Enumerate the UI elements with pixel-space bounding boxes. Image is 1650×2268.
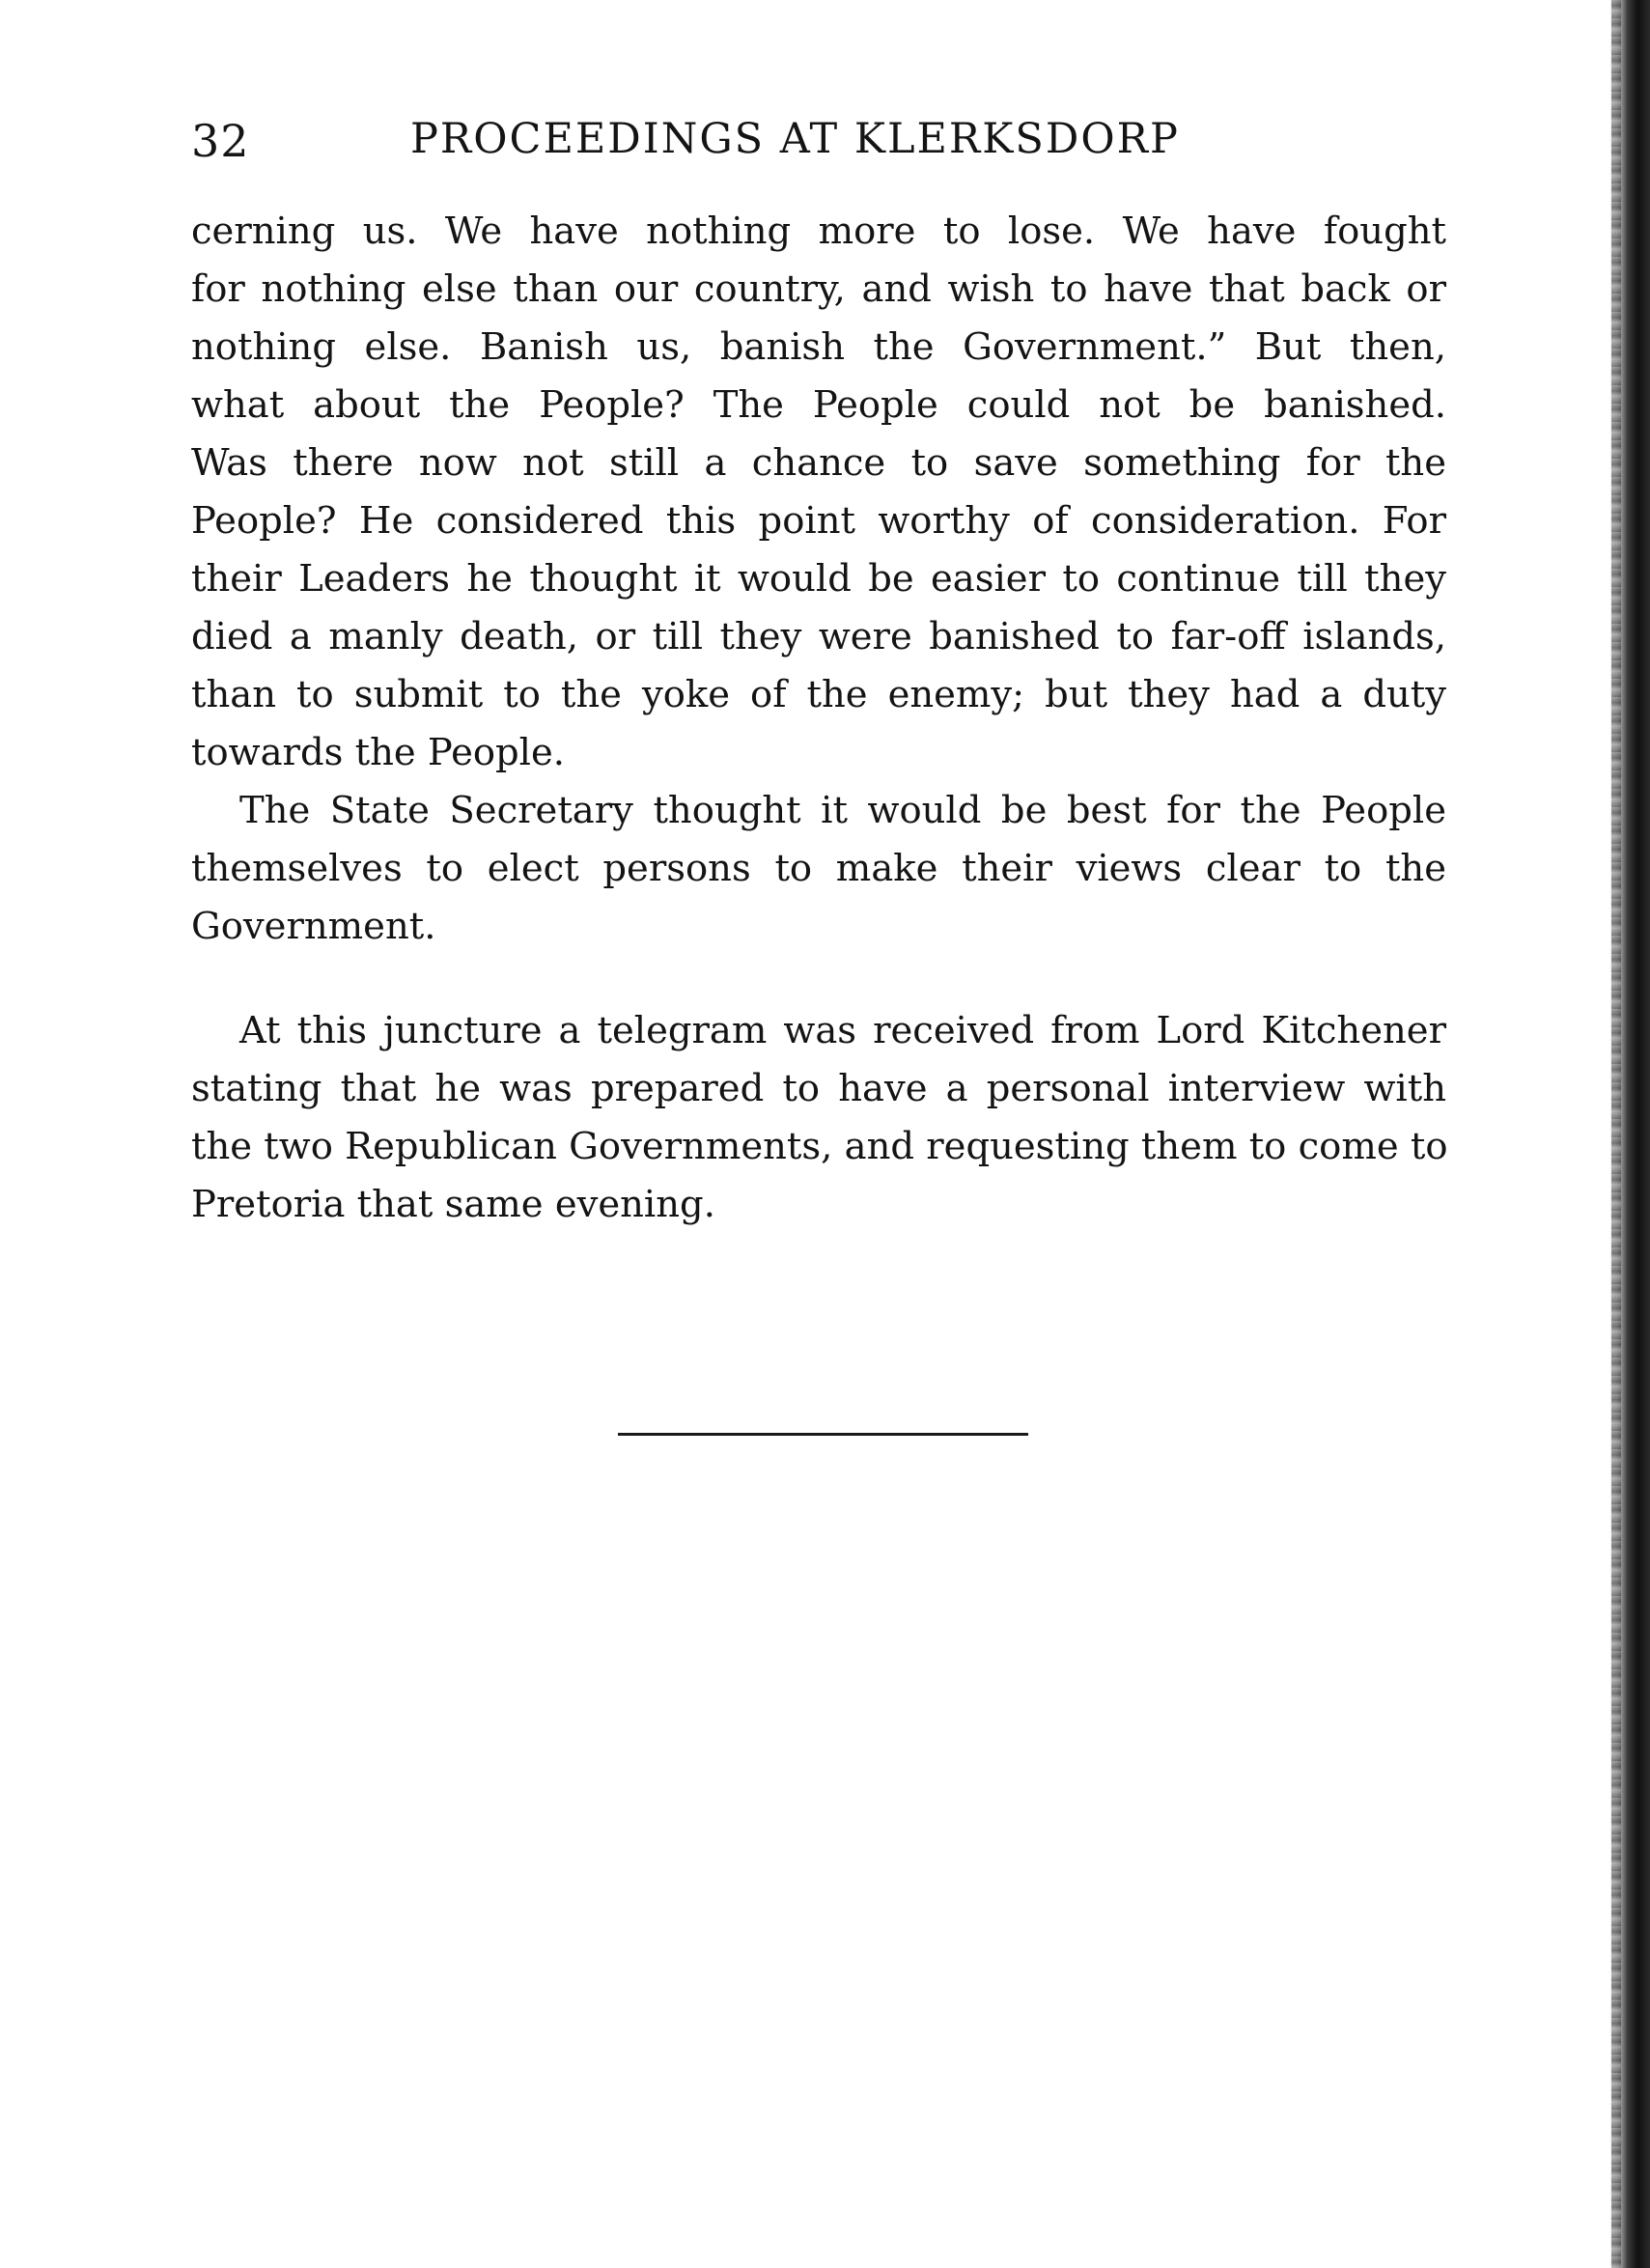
text-line: the two Republican Governments, and requesting them to come to — [191, 1125, 1448, 1168]
text-line: for nothing else than our country, and wish to have that back or — [191, 267, 1446, 311]
text-line: their Leaders he thought it would be easier to continue till they — [191, 557, 1446, 601]
section-end-rule — [618, 1433, 1028, 1436]
text-line: People? He considered this point worthy of consideration. For — [191, 499, 1446, 543]
paragraph-telegram — [191, 1002, 1446, 1234]
paragraph-state-secretary — [191, 782, 1446, 956]
text-line: towards the People. — [191, 731, 566, 774]
scan-binding-texture — [1611, 0, 1621, 2268]
text-line: cerning us. We have nothing more to lose. We have fought — [191, 210, 1446, 253]
text-line: Pretoria that same evening. — [191, 1183, 715, 1226]
text-line: than to submit to the yoke of the enemy; but they had a duty — [191, 673, 1446, 716]
paragraph-continuation — [191, 203, 1446, 782]
text-line: The State Secretary thought it would be best for the People — [239, 789, 1446, 832]
paragraph-spacer — [191, 956, 1446, 1002]
text-line: Government. — [191, 905, 436, 948]
body-text — [191, 203, 1446, 1234]
text-line: At this juncture a telegram was received from Lord Kitchener — [239, 1009, 1446, 1052]
running-head: PROCEEDINGS AT KLERKSDORP — [410, 115, 1180, 163]
page-number: 32 — [191, 115, 250, 167]
text-line: what about the People? The People could not be banished. — [191, 383, 1446, 427]
text-line: themselves to elect persons to make their views clear to the — [191, 847, 1446, 890]
text-line: Was there now not still a chance to save something for the — [191, 441, 1446, 485]
text-line: nothing else. Banish us, banish the Government.” But then, — [191, 325, 1446, 369]
text-line: stating that he was prepared to have a personal interview with — [191, 1067, 1446, 1110]
text-line: died a manly death, or till they were banished to far-off islands, — [191, 615, 1446, 658]
